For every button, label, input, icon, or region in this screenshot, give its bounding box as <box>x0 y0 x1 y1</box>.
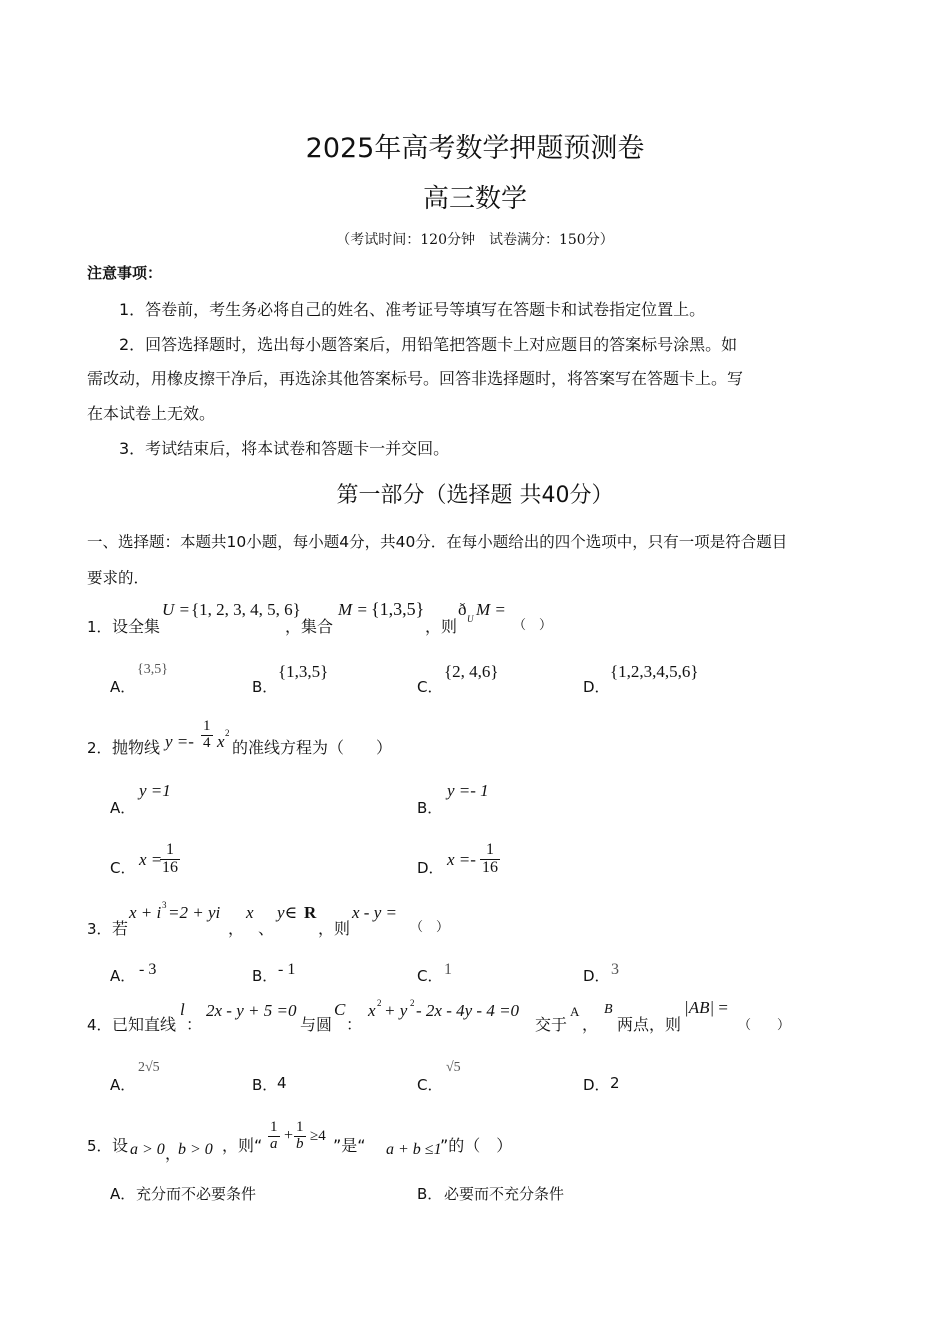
math-condition: b > 0 <box>178 1141 213 1158</box>
question-stem-text: 、 <box>258 919 275 938</box>
notice-heading: 注意事项： <box>87 264 163 282</box>
math-point: A <box>570 1004 580 1019</box>
math-circle-equation: + y <box>384 1001 408 1020</box>
math-equation: x + i <box>129 903 162 922</box>
option-label: C． <box>417 1076 443 1094</box>
option-label: A． <box>110 1076 136 1094</box>
exam-info: （考试时间：120分钟 试卷满分：150分） <box>336 232 614 248</box>
option-value: {1,3,5} <box>278 662 329 681</box>
option-value: {1,2,3,4,5,6} <box>610 662 699 681</box>
math-inequality: ≥4 <box>310 1128 326 1144</box>
answer-paren: （ ） <box>738 1018 791 1033</box>
math-segment: AB <box>688 998 710 1017</box>
math-set-symbol: R <box>304 903 317 922</box>
question-stem-text: ，则 <box>425 617 458 636</box>
question-stem-text: ， <box>582 1015 599 1034</box>
math-variable: M = <box>338 600 368 619</box>
math-condition: a > 0 <box>130 1141 165 1158</box>
option-label: A． <box>110 1185 136 1203</box>
option-lhs: x = <box>139 850 163 869</box>
math-exponent: 3 <box>162 900 167 910</box>
option-value: 4 <box>277 1074 287 1092</box>
section-intro-line-1: 一、选择题：本题共10小题，每小题4分，共40分．在每小题给出的四个选项中，只有一项是符合题目 <box>87 533 788 551</box>
fraction-numerator: 1 <box>270 1119 278 1135</box>
option-value: 2√5 <box>138 1060 160 1075</box>
question-stem-text: 已知直线 <box>112 1015 177 1034</box>
math-variable: M = <box>476 600 506 619</box>
math-exponent: 2 <box>377 998 382 1008</box>
option-value: 必要而不充分条件 <box>444 1185 565 1203</box>
question-number: 2． <box>87 739 112 757</box>
option-value: 3 <box>611 961 619 978</box>
question-stem-text: 交于 <box>535 1015 568 1034</box>
fraction-numerator: 1 <box>203 718 211 734</box>
option-lhs: x =- <box>447 850 476 869</box>
option-label: B． <box>252 1076 278 1094</box>
question-stem-text: 与圆 <box>300 1015 333 1034</box>
option-label: A． <box>110 678 136 696</box>
question-stem-text: ，集合 <box>285 617 334 636</box>
question-number: 5． <box>87 1137 112 1155</box>
option-label: D． <box>583 678 610 696</box>
math-fraction <box>294 1120 306 1153</box>
option-value: - 3 <box>139 961 157 978</box>
question-stem-text: ，则 <box>318 919 351 938</box>
option-fraction <box>480 842 500 877</box>
fraction-denominator: 4 <box>203 734 211 751</box>
question-stem-text: ： <box>186 1015 203 1034</box>
question-number: 3． <box>87 920 112 938</box>
question-stem-text: 的准线方程为（ ） <box>232 738 393 757</box>
notice-item-2-line-2: 需改动，用橡皮擦干净后，再选涂其他答案标号。回答非选择题时，将答案写在答题卡上。写 <box>87 369 744 388</box>
math-subscript: U <box>467 614 474 624</box>
math-set: {1, 2, 3, 4, 5, 6} <box>191 600 301 619</box>
math-inequality: a + b ≤1 <box>386 1141 442 1158</box>
option-label: C． <box>417 678 443 696</box>
option-fraction <box>160 842 180 877</box>
math-variable: x <box>246 903 254 922</box>
math-point: B <box>604 1002 613 1017</box>
math-circle-equation: - 2x - 4y - 4 =0 <box>416 1001 520 1020</box>
answer-paren: （ ） <box>410 920 450 935</box>
math-variable: U = <box>162 600 190 619</box>
option-value: {3,5} <box>137 662 168 677</box>
complement-symbol: ð <box>458 600 467 619</box>
question-stem-text: ， <box>228 919 245 938</box>
question-stem-text: 设 <box>112 1136 129 1155</box>
option-value: 充分而不必要条件 <box>136 1185 257 1203</box>
fraction-denominator: a <box>270 1135 278 1152</box>
option-label: A． <box>110 967 136 985</box>
question-number: 4． <box>87 1016 112 1034</box>
math-equals: = <box>714 998 728 1017</box>
math-set: {1,3,5} <box>371 599 425 619</box>
section-intro-line-2: 要求的． <box>87 569 150 587</box>
option-label: D． <box>583 1076 610 1094</box>
option-label: B． <box>417 1185 443 1203</box>
option-value: 1 <box>444 961 452 978</box>
math-line-equation: 2x - y + 5 =0 <box>206 1001 297 1020</box>
notice-item-2-line-3: 在本试卷上无效。 <box>87 404 216 423</box>
option-value: y =- 1 <box>447 781 489 800</box>
math-equation-rhs: =2 + yi <box>168 903 221 922</box>
question-stem-text: 两点，则 <box>617 1015 682 1034</box>
math-expression: x - y = <box>352 903 397 922</box>
question-stem-text: ”是“ <box>333 1136 366 1155</box>
option-value: 2 <box>610 1074 620 1092</box>
question-stem-text: 若 <box>112 919 129 938</box>
page-title: 2025年高考数学押题预测卷 <box>305 133 645 164</box>
math-variable: y∈ <box>277 903 298 922</box>
option-label: C． <box>417 967 443 985</box>
section-title: 第一部分（选择题 共40分） <box>336 483 614 508</box>
math-abs-value: |AB| = <box>684 998 728 1017</box>
page-subtitle: 高三数学 <box>422 184 527 214</box>
math-fraction <box>201 719 213 752</box>
fraction-denominator: 16 <box>482 858 498 876</box>
math-fraction <box>268 1120 280 1153</box>
option-label: B． <box>417 799 443 817</box>
option-label: B． <box>252 967 278 985</box>
math-variable: l <box>180 1000 185 1019</box>
option-label: D． <box>417 859 444 877</box>
notice-item-3: 3．考试结束后，将本试卷和答题卡一并交回。 <box>119 439 450 458</box>
option-value: {2, 4,6} <box>444 662 499 681</box>
notice-item-1: 1．答卷前，考生务必将自己的姓名、准考证号等填写在答题卡和试卷指定位置上。 <box>119 300 706 319</box>
fraction-numerator: 1 <box>480 842 500 860</box>
option-value: y =1 <box>139 781 171 800</box>
math-variable: x <box>217 732 225 751</box>
option-label: C． <box>110 859 136 877</box>
math-exponent: 2 <box>225 728 230 738</box>
answer-paren: （ ） <box>513 618 553 633</box>
math-variable: C <box>334 1000 346 1019</box>
math-plus: + <box>284 1127 294 1144</box>
math-exponent: 2 <box>410 998 415 1008</box>
fraction-denominator: 16 <box>162 858 178 876</box>
fraction-numerator: 1 <box>296 1119 304 1135</box>
fraction-numerator: 1 <box>160 842 180 860</box>
question-stem-text: 抛物线 <box>112 738 161 757</box>
option-value: √5 <box>446 1060 461 1075</box>
math-expression: y =- <box>165 732 194 751</box>
question-number: 1． <box>87 618 112 636</box>
question-stem-text: ，则“ <box>222 1136 263 1155</box>
option-label: A． <box>110 799 136 817</box>
option-label: D． <box>583 967 610 985</box>
question-stem-text: ”的（ ） <box>440 1136 513 1155</box>
option-label: B． <box>252 678 278 696</box>
fraction-denominator: b <box>296 1135 304 1152</box>
question-stem-text: 设全集 <box>112 617 161 636</box>
math-circle-equation: x <box>368 1001 376 1020</box>
math-comma: ， <box>165 1144 182 1163</box>
notice-item-2-line-1: 2．回答选择题时，选出每小题答案后，用铅笔把答题卡上对应题目的答案标号涂黑。如 <box>119 335 738 354</box>
option-value: - 1 <box>278 961 296 978</box>
question-stem-text: ： <box>346 1015 363 1034</box>
